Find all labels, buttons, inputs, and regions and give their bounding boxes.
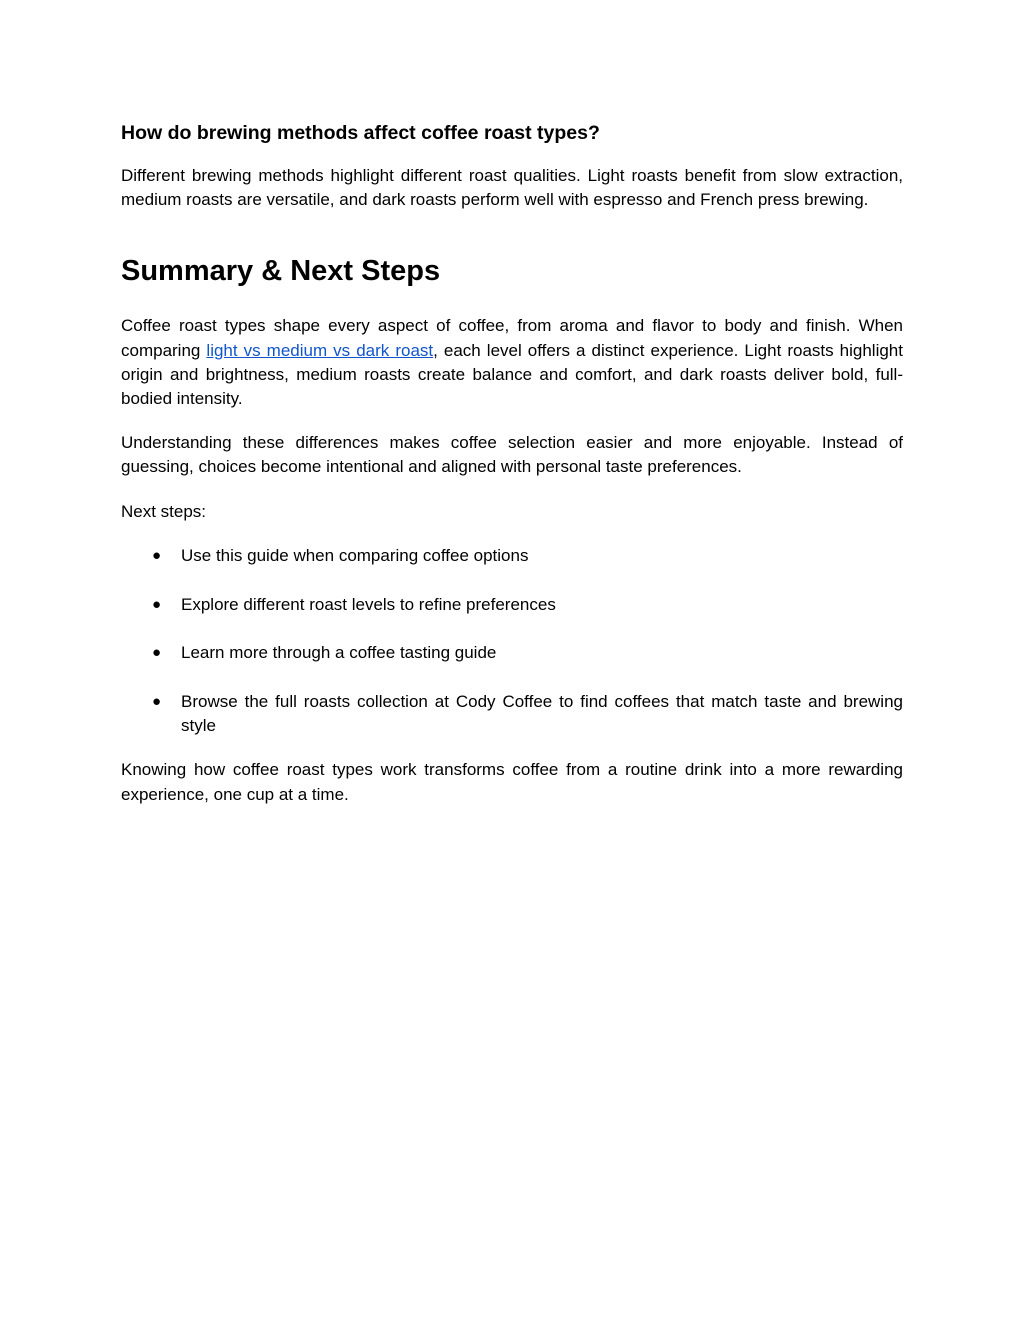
summary-paragraph-2: Understanding these differences makes coffee selection easier and more enjoyable. Instead of guessing, choices become intentional and aligned with personal taste preferences. [121,433,903,477]
document-page [121,118,903,807]
summary-paragraph-1 [121,314,903,411]
next-step-text: Learn more through a coffee tasting guide [181,643,497,663]
next-step-text: Browse the full roasts collection at Cody Coffee to find coffees that match taste and brewing style [181,691,903,736]
bullet-icon: ● [152,595,162,613]
next-step-item [121,641,903,665]
next-step-item [121,690,903,738]
closing-paragraph: Knowing how coffee roast types work transforms coffee from a routine drink into a more rewarding experience, one cup at a time. [121,760,903,804]
next-step-item [121,593,903,617]
faq-answer-paragraph: Different brewing methods highlight different roast qualities. Light roasts benefit from slow extraction, medium roasts are versatile, and dark roasts perform well with espresso and French press brewing. [121,166,903,210]
bullet-icon: ● [152,546,162,564]
roast-comparison-link[interactable]: light vs medium vs dark roast [206,340,434,360]
faq-question-heading: How do brewing methods affect coffee roast types? [121,122,600,144]
next-step-text: Use this guide when comparing coffee options [181,545,529,565]
next-steps-label: Next steps: [121,501,207,521]
summary-heading: Summary & Next Steps [121,255,441,288]
summary-paragraph-1-start: Coffee roast types shape every aspect of coffee, from aroma and flavor to body and finish. When comparing [121,316,903,360]
summary-paragraph-1-end: , each level offers a distinct experience. Light roasts highlight origin and brightness, medium roasts create balance and comfort, and dark roasts deliver bold, full-bodied intensity. [121,340,903,409]
bullet-icon: ● [152,644,162,662]
next-step-item [121,544,903,568]
next-step-text: Explore different roast levels to refine preferences [181,594,556,614]
next-steps-list [121,544,903,739]
bullet-icon: ● [152,692,162,710]
